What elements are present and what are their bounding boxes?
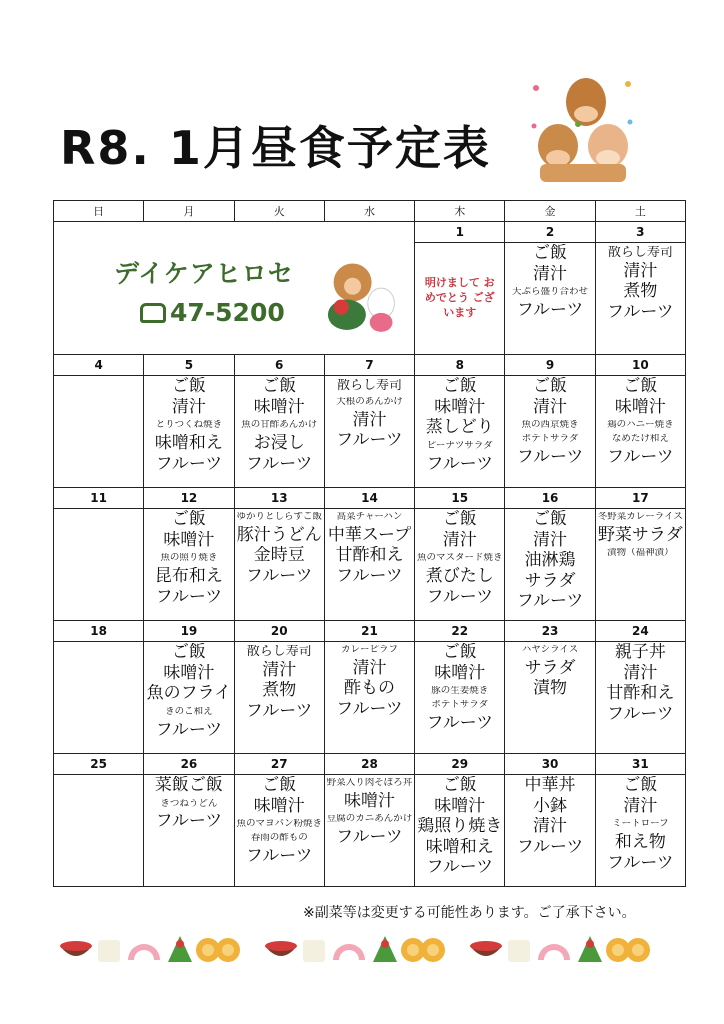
menu-item: 清汁 bbox=[623, 261, 658, 281]
menu-item: ご飯 bbox=[442, 643, 477, 662]
menu-cell bbox=[505, 376, 595, 488]
menu-item: ハヤシライス bbox=[521, 645, 579, 655]
menu-item: とりつくね焼き bbox=[155, 420, 223, 431]
menu-cell bbox=[54, 642, 144, 754]
menu-item: フルーツ bbox=[516, 447, 584, 467]
menu-item: フルーツ bbox=[426, 713, 494, 733]
menu-item: 高菜チャーハン bbox=[336, 512, 403, 522]
menu-item: 味噌汁 bbox=[253, 397, 305, 417]
date-number: 12 bbox=[144, 488, 234, 509]
menu-item: 清汁 bbox=[352, 410, 387, 430]
menu-item: ご飯 bbox=[442, 377, 477, 396]
date-number: 7 bbox=[324, 355, 414, 376]
menu-item: ご飯 bbox=[262, 377, 297, 396]
menu-cell bbox=[234, 775, 324, 887]
menu-item: 蒸しどり bbox=[425, 418, 494, 438]
menu-item: 豚の生姜焼き bbox=[431, 686, 489, 697]
menu-item: フルーツ bbox=[336, 700, 403, 720]
menu-item: ポテトサラダ bbox=[521, 434, 579, 445]
menu-item: ご飯 bbox=[623, 776, 658, 795]
menu-item: 天ぷら盛り合わせ bbox=[512, 287, 589, 298]
menu-item: ポテトサラダ bbox=[431, 700, 489, 711]
menu-item: 味噌汁 bbox=[614, 397, 666, 417]
date-number: 17 bbox=[595, 488, 685, 509]
menu-item: きのこ和え bbox=[165, 706, 213, 717]
menu-item: フルーツ bbox=[245, 454, 313, 474]
menu-item: 清汁 bbox=[352, 658, 387, 678]
phone-number: 47-5200 bbox=[170, 298, 285, 327]
new-year-card: 明けまして おめでとう ございます bbox=[424, 276, 495, 319]
menu-item: 煮びたし bbox=[425, 567, 494, 587]
new-year-food-decoration bbox=[58, 926, 678, 966]
menu-item: 清汁 bbox=[171, 397, 206, 417]
menu-row bbox=[54, 775, 686, 887]
menu-item: 鶏のハニー焼き bbox=[607, 420, 674, 431]
menu-item: 魚の甘酢あんかけ bbox=[241, 420, 318, 431]
menu-item: フルーツ bbox=[336, 828, 403, 848]
date-number: 10 bbox=[595, 355, 685, 376]
menu-item: フルーツ bbox=[516, 837, 584, 857]
date-number: 31 bbox=[595, 754, 685, 775]
menu-item: フルーツ bbox=[155, 720, 223, 740]
menu-cell bbox=[324, 642, 414, 754]
menu-item: なめたけ和え bbox=[611, 434, 669, 445]
date-number: 29 bbox=[415, 754, 505, 775]
menu-item: フルーツ bbox=[607, 704, 674, 724]
menu-row bbox=[54, 509, 686, 621]
menu-cell bbox=[595, 642, 685, 754]
menu-item: 大根のあんかけ bbox=[336, 396, 403, 407]
menu-item: 漬物（福神漬） bbox=[607, 548, 674, 559]
menu-cell bbox=[324, 509, 414, 621]
menu-item: 魚のマスタード焼き bbox=[417, 553, 503, 564]
menu-item: フルーツ bbox=[607, 303, 674, 323]
menu-item: ご飯 bbox=[442, 776, 477, 795]
menu-item: 味噌汁 bbox=[343, 791, 395, 811]
menu-item: フルーツ bbox=[245, 702, 313, 722]
menu-item: 味噌汁 bbox=[253, 796, 305, 816]
date-number: 30 bbox=[505, 754, 595, 775]
menu-item: 甘酢和え bbox=[335, 546, 404, 566]
menu-item: 春雨の酢もの bbox=[250, 833, 308, 844]
menu-item: 清汁 bbox=[442, 530, 477, 550]
date-row bbox=[54, 355, 686, 376]
date-number: 23 bbox=[505, 621, 595, 642]
menu-cell bbox=[505, 775, 595, 887]
weekday-header: 金 bbox=[505, 201, 595, 222]
menu-item: 清汁 bbox=[262, 660, 297, 680]
menu-item: 味噌汁 bbox=[434, 663, 486, 683]
date-number: 27 bbox=[234, 754, 324, 775]
date-number: 21 bbox=[324, 621, 414, 642]
weekday-header: 水 bbox=[324, 201, 414, 222]
lion-dance-illustration bbox=[326, 248, 402, 334]
date-number: 14 bbox=[324, 488, 414, 509]
menu-item: 味噌和え bbox=[425, 837, 494, 857]
date-number: 18 bbox=[54, 621, 144, 642]
menu-item: 味噌汁 bbox=[163, 663, 215, 683]
phone-icon bbox=[140, 303, 166, 323]
horses-illustration bbox=[528, 68, 638, 186]
menu-item: ご飯 bbox=[533, 510, 568, 529]
menu-item: 散らし寿司 bbox=[246, 645, 312, 659]
menu-item: 味噌和え bbox=[154, 434, 223, 454]
menu-item: フルーツ bbox=[336, 431, 403, 451]
menu-cell bbox=[415, 642, 505, 754]
menu-cell bbox=[415, 376, 505, 488]
menu-cell bbox=[595, 376, 685, 488]
menu-item: 小鉢 bbox=[533, 796, 568, 816]
menu-item: 中華丼 bbox=[524, 776, 576, 795]
date-number: 13 bbox=[234, 488, 324, 509]
menu-cell bbox=[595, 775, 685, 887]
menu-item: 酢もの bbox=[343, 679, 395, 699]
menu-item: フルーツ bbox=[516, 301, 584, 321]
menu-item: ご飯 bbox=[442, 510, 477, 529]
menu-item: 魚のマヨパン粉焼き bbox=[236, 819, 322, 830]
menu-item: フルーツ bbox=[155, 454, 223, 474]
menu-cell bbox=[54, 376, 144, 488]
menu-cell bbox=[144, 509, 234, 621]
menu-cell bbox=[595, 243, 685, 355]
menu-cell bbox=[324, 376, 414, 488]
date-number: 6 bbox=[234, 355, 324, 376]
menu-item: 野菜入り肉そぼろ丼 bbox=[326, 778, 413, 788]
store-info-cell bbox=[54, 222, 415, 355]
date-number: 24 bbox=[595, 621, 685, 642]
menu-item: フルーツ bbox=[607, 447, 674, 467]
menu-item: サラダ bbox=[524, 571, 576, 591]
menu-item: 清汁 bbox=[623, 663, 658, 683]
menu-item: 鶏照り焼き bbox=[417, 817, 503, 837]
menu-item: 魚のフライ bbox=[146, 684, 232, 704]
menu-cell bbox=[505, 509, 595, 621]
menu-item: 豆腐のカニあんかけ bbox=[326, 814, 413, 825]
date-number: 3 bbox=[595, 222, 685, 243]
date-row bbox=[54, 222, 686, 243]
menu-cell bbox=[234, 376, 324, 488]
menu-item: フルーツ bbox=[336, 567, 403, 587]
menu-item: ご飯 bbox=[262, 776, 297, 795]
date-number: 8 bbox=[415, 355, 505, 376]
menu-item: 漬物 bbox=[533, 679, 568, 699]
date-number: 20 bbox=[234, 621, 324, 642]
menu-item: 魚の照り焼き bbox=[160, 553, 218, 564]
weekday-header: 土 bbox=[595, 201, 685, 222]
menu-cell bbox=[144, 642, 234, 754]
menu-item: 清汁 bbox=[533, 264, 568, 284]
date-number: 28 bbox=[324, 754, 414, 775]
date-number: 11 bbox=[54, 488, 144, 509]
menu-item: 清汁 bbox=[533, 397, 568, 417]
menu-cell bbox=[415, 243, 505, 355]
menu-item: フルーツ bbox=[155, 587, 223, 607]
date-row bbox=[54, 754, 686, 775]
menu-item: お浸し bbox=[253, 434, 305, 454]
menu-cell bbox=[144, 376, 234, 488]
menu-cell bbox=[234, 642, 324, 754]
date-number: 4 bbox=[54, 355, 144, 376]
date-number: 1 bbox=[415, 222, 505, 243]
menu-item: きつねうどん bbox=[160, 798, 218, 809]
menu-item: ご飯 bbox=[623, 377, 658, 396]
menu-item: サラダ bbox=[524, 658, 576, 678]
menu-item: 豚汁うどん bbox=[236, 525, 322, 545]
menu-item: カレーピラフ bbox=[340, 645, 398, 655]
lunch-calendar bbox=[53, 200, 686, 887]
menu-item: 味噌汁 bbox=[434, 796, 486, 816]
menu-item: 中華スープ bbox=[327, 525, 412, 545]
date-number: 15 bbox=[415, 488, 505, 509]
menu-item: フルーツ bbox=[516, 592, 584, 612]
weekday-header: 月 bbox=[144, 201, 234, 222]
weekday-header: 火 bbox=[234, 201, 324, 222]
date-number: 22 bbox=[415, 621, 505, 642]
date-row bbox=[54, 488, 686, 509]
menu-item: フルーツ bbox=[426, 587, 494, 607]
menu-row bbox=[54, 642, 686, 754]
date-number: 19 bbox=[144, 621, 234, 642]
menu-item: ご飯 bbox=[171, 510, 206, 529]
page-title: R8. 1月昼食予定表 bbox=[60, 121, 491, 175]
menu-item: 金時豆 bbox=[253, 546, 305, 566]
menu-item: 味噌汁 bbox=[434, 397, 486, 417]
menu-item: ご飯 bbox=[171, 377, 206, 396]
menu-item: 昆布和え bbox=[154, 567, 223, 587]
menu-item: 味噌汁 bbox=[163, 530, 215, 550]
menu-item: 油淋鶏 bbox=[524, 551, 576, 571]
menu-cell bbox=[324, 775, 414, 887]
menu-item: フルーツ bbox=[607, 853, 674, 873]
menu-cell bbox=[144, 775, 234, 887]
menu-item: 菜飯ご飯 bbox=[154, 776, 223, 795]
menu-item: 冬野菜カレーライス bbox=[597, 512, 683, 522]
date-number: 5 bbox=[144, 355, 234, 376]
date-number: 26 bbox=[144, 754, 234, 775]
menu-item: 煮物 bbox=[623, 282, 658, 302]
menu-cell bbox=[505, 243, 595, 355]
menu-item: フルーツ bbox=[426, 454, 494, 474]
date-row bbox=[54, 621, 686, 642]
date-number: 16 bbox=[505, 488, 595, 509]
menu-item: 清汁 bbox=[533, 530, 568, 550]
menu-item: 散らし寿司 bbox=[607, 246, 673, 260]
weekday-header: 日 bbox=[54, 201, 144, 222]
menu-item: 清汁 bbox=[533, 817, 568, 837]
weekday-header: 木 bbox=[415, 201, 505, 222]
menu-cell bbox=[415, 775, 505, 887]
menu-item: 親子丼 bbox=[614, 643, 666, 662]
menu-row bbox=[54, 376, 686, 488]
menu-cell bbox=[54, 775, 144, 887]
date-number: 2 bbox=[505, 222, 595, 243]
menu-item: 和え物 bbox=[614, 833, 666, 853]
menu-item: 野菜サラダ bbox=[597, 525, 683, 545]
menu-item: ゆかりとしらすご飯 bbox=[236, 512, 322, 522]
menu-item: ピーナツサラダ bbox=[426, 440, 493, 451]
menu-item: フルーツ bbox=[245, 846, 313, 866]
store-name: デイケアヒロセ bbox=[114, 259, 294, 288]
menu-cell bbox=[234, 509, 324, 621]
menu-item: ご飯 bbox=[533, 244, 568, 263]
menu-item: 散らし寿司 bbox=[336, 379, 402, 393]
menu-cell bbox=[54, 509, 144, 621]
menu-item: 煮物 bbox=[262, 681, 297, 701]
menu-cell bbox=[595, 509, 685, 621]
menu-item: 魚の西京焼き bbox=[521, 420, 579, 431]
menu-cell bbox=[505, 642, 595, 754]
menu-item: 清汁 bbox=[623, 796, 658, 816]
menu-item: フルーツ bbox=[155, 812, 223, 832]
menu-item: ご飯 bbox=[171, 643, 206, 662]
menu-item: ご飯 bbox=[533, 377, 568, 396]
menu-item: フルーツ bbox=[426, 858, 494, 878]
menu-item: フルーツ bbox=[245, 567, 313, 587]
date-number: 25 bbox=[54, 754, 144, 775]
menu-item: 甘酢和え bbox=[606, 684, 675, 704]
menu-item: ミートローフ bbox=[612, 819, 669, 830]
date-number: 9 bbox=[505, 355, 595, 376]
footer-note: ※副菜等は変更する可能性あります。ご了承下さい。 bbox=[303, 905, 636, 921]
menu-cell bbox=[415, 509, 505, 621]
